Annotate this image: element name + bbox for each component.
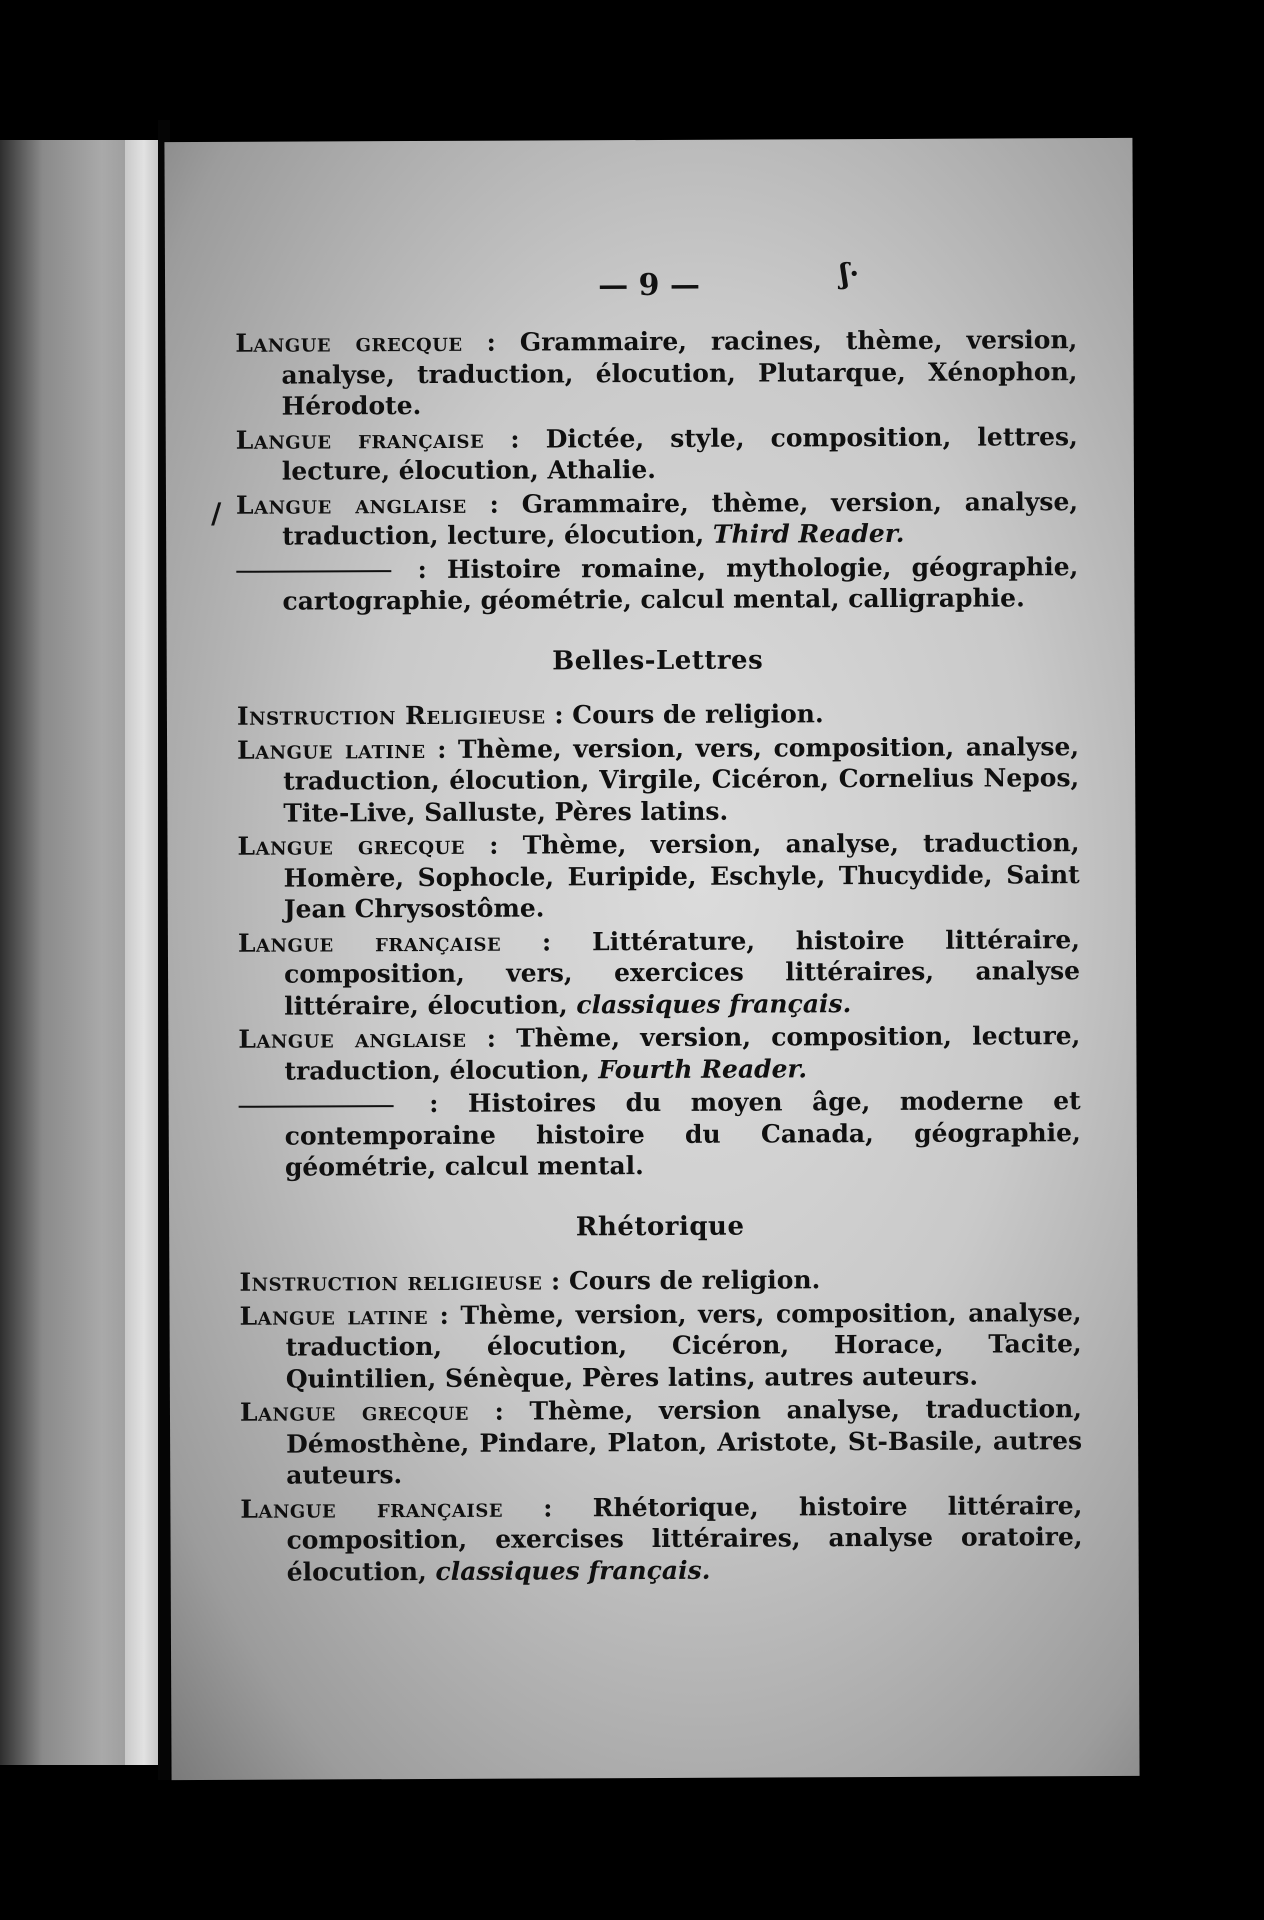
ditto-rule (236, 570, 391, 573)
course-entry: : Histoire romaine, mythologie, géographie, cartographie, géométrie, calcul mental, calligraphie. (236, 551, 1078, 618)
subject-content: Cours de religion. (568, 1265, 821, 1296)
document-page (164, 138, 1139, 1780)
course-entry: Langue grecque : Thème, version, analyse, traduction, Homère, Sophocle, Euripide, Eschyle, Thucydide, Saint Jean Chrysostôme. (237, 828, 1080, 924)
page-number: — 9 — (598, 267, 701, 304)
italic-title: Third Reader. (712, 518, 905, 549)
page-content (235, 324, 1082, 1590)
subject-label: Langue latine (239, 1300, 429, 1331)
subject-content: Cours de religion. (572, 699, 824, 730)
subject-label: Langue grecque (235, 327, 463, 358)
subject-content: Thème, version, vers, composition, analyse, traduction, élocution, Cicéron, Horace, Tacite, Quintilien, Sénèque, Pères latins, autres auteurs. (285, 1297, 1082, 1394)
course-entry: Instruction Religieuse : Cours de religion. (236, 699, 824, 731)
subject-label: Langue française (235, 424, 485, 455)
subject-label: Langue grecque (239, 1396, 469, 1427)
course-entry: Langue française : Rhétorique, histoire littéraire, composition, exercises littéraires, analyse oratoire, élocution, classiques français. (240, 1490, 1083, 1587)
subject-label: Instruction Religieuse (236, 700, 546, 731)
subject-content: Littérature, histoire littéraire, composition, vers, exercices littéraires, analyse littéraire, élocution, (283, 924, 1081, 1021)
italic-title: classiques français. (435, 1555, 711, 1586)
subject-label: Instruction religieuse (239, 1266, 543, 1297)
subject-content: Thème, version analyse, traduction, Démosthène, Pindare, Platon, Aristote, St-Basile, autres auteurs. (286, 1394, 1083, 1490)
course-entry: Langue anglaise : Grammaire, thème, version, analyse, traduction, lecture, élocution, Third Reader. (235, 486, 1079, 551)
subject-content: Dictée, style, composition, lettres, lecture, élocution, Athalie. (281, 421, 1078, 486)
margin-mark: / (210, 496, 222, 530)
italic-title: classiques français. (576, 988, 852, 1019)
subject-content: Histoires du moyen âge, moderne et contemporaine histoire du Canada, géographie, géométrie, calcul mental. (284, 1086, 1081, 1182)
subject-content: Grammaire, thème, version, analyse, traduction, lecture, élocution, (282, 486, 1079, 551)
section-title: Rhétorique (575, 1211, 745, 1242)
course-entry: Langue grecque : Grammaire, racines, thème, version, analyse, traduction, élocution, Plutarque, Xénophon, Hérodote. (235, 325, 1078, 421)
subject-label: Langue latine (237, 734, 426, 765)
subject-content: Thème, version, vers, composition, analyse, traduction, élocution, Virgile, Cicéron, Cornelius Nepos, Tite-Live, Salluste, Pères latins. (283, 731, 1080, 828)
subject-label: Langue française (237, 927, 502, 958)
subject-label: Langue anglaise (238, 1023, 467, 1054)
ditto-rule (239, 1105, 394, 1108)
subject-label: Langue grecque (237, 830, 466, 861)
subject-content: Thème, version, composition, lecture, traduction, élocution, (284, 1021, 1081, 1086)
italic-title: Fourth Reader. (598, 1053, 808, 1084)
subject-content: Thème, version, analyse, traduction, Homère, Sophocle, Euripide, Eschyle, Thucydide, Saint Jean Chrysostôme. (283, 828, 1080, 924)
section-title: Belles-Lettres (552, 645, 764, 676)
course-entry: Langue grecque : Thème, version analyse, traduction, Démosthène, Pindare, Platon, Aristote, St-Basile, autres auteurs. (239, 1394, 1083, 1490)
course-entry: Langue anglaise : Thème, version, composition, lecture, traduction, élocution, Fourth Reader. (238, 1021, 1081, 1086)
course-entry: Langue latine : Thème, version, vers, composition, analyse, traduction, élocution, Virgile, Cicéron, Cornelius Nepos, Tite-Live, Salluste, Pères latins. (237, 731, 1080, 828)
course-entry: Instruction religieuse : Cours de religion. (239, 1265, 821, 1297)
subject-content: Rhétorique, histoire littéraire, composition, exercises littéraires, analyse oratoire, élocution, (286, 1490, 1083, 1587)
course-entry: Langue française : Dictée, style, composition, lettres, lecture, élocution, Athalie. (235, 421, 1078, 486)
course-entry: Langue française : Littérature, histoire littéraire, composition, vers, exercices littéraires, analyse littéraire, élocution, classiques français. (237, 924, 1081, 1021)
course-entry: : Histoires du moyen âge, moderne et contemporaine histoire du Canada, géographie, géométrie, calcul mental. (239, 1085, 1081, 1183)
subject-label: Langue française (240, 1493, 504, 1524)
subject-label: Langue anglaise (235, 489, 467, 520)
margin-mark: ʃ· (839, 257, 860, 291)
course-entry: Langue latine : Thème, version, vers, composition, analyse, traduction, élocution, Cicéron, Horace, Tacite, Quintilien, Sénèque, Pères latins, autres auteurs. (239, 1297, 1082, 1394)
subject-content: Grammaire, racines, thème, version, analyse, traduction, élocution, Plutarque, Xénophon, Hérodote. (281, 325, 1078, 421)
subject-content: Histoire romaine, mythologie, géographie, cartographie, géométrie, calcul mental, calligraphie. (282, 551, 1079, 616)
